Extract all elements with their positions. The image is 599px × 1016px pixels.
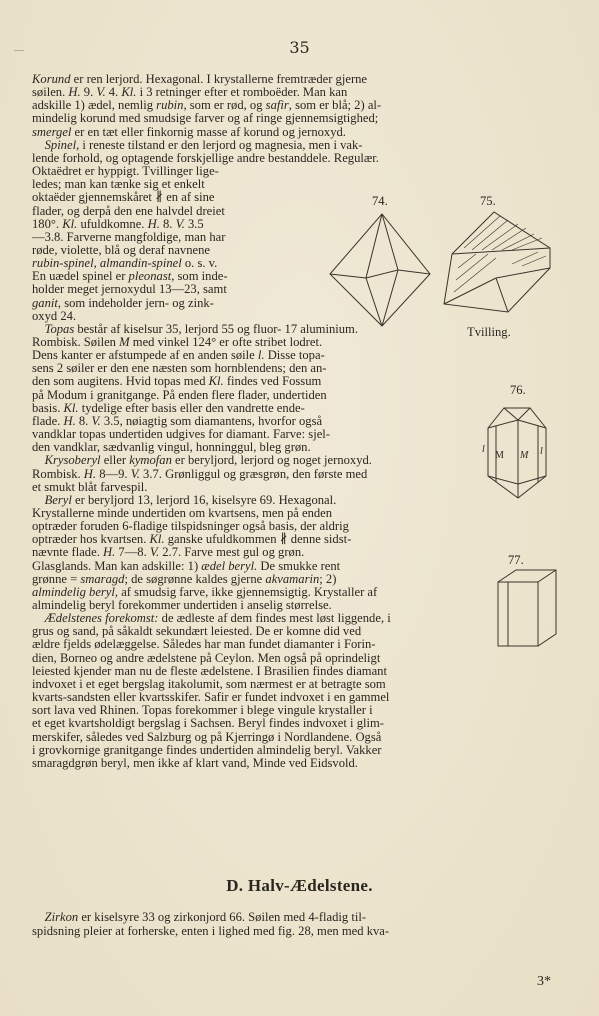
- text-line: røde, violette, blå og deraf navnene: [32, 242, 210, 257]
- text-line: et smukt blåt farvespil.: [32, 479, 148, 494]
- text-line: den som augitens. Hvid topas med Kl. findes ved Fossum: [32, 374, 322, 389]
- text-line: Korund er ren lerjord. Hexagonal. I krystallerne fremtræder gjerne: [32, 72, 368, 86]
- fig76-label-l-left: l: [482, 444, 485, 455]
- fig75-label: 75.: [480, 194, 496, 208]
- text-line: leiested kjender man nu de fleste ædelstene. I Brasilien findes diamant: [32, 663, 387, 678]
- page-number: 35: [289, 38, 310, 57]
- section-heading: D. Halv-Ædelstene.: [226, 876, 373, 895]
- text-line: almindelig beryl, af smudsig farve, ikke gjennemsigtig. Krystaller af: [32, 584, 378, 599]
- text-line: spidsning pleier at forherske, enten i lighed med fig. 28, men med kva-: [32, 924, 390, 938]
- text-line: Spinel, i reneste tilstand er den lerjord og magnesia, men i vak-: [44, 137, 363, 152]
- text-line: Topas består af kiselsur 35, lerjord 55 og fluor- 17 aluminium.: [44, 321, 358, 336]
- text-line: på Modum i granitgange. På enden flere flader, undertiden: [32, 387, 327, 402]
- fig74-octahedron: [326, 210, 436, 330]
- text-line: Zirkon er kiselsyre 33 og zirkonjord 66. Søilen med 4-fladig til-: [44, 910, 367, 924]
- text-line: smaragdgrøn beryl, men ikke af klart vand, Minde ved Eidsvold.: [32, 755, 358, 770]
- fig77-beryl-prism: [494, 566, 560, 652]
- text-line: Rombisk. Søilen M med vinkel 124° er ofte stribet lodret.: [32, 335, 323, 349]
- text-line: kvarts-sandsten eller kvartsskifer. Safir er fundet indvoxet i en gammel: [32, 690, 390, 705]
- text-line: En uædel spinel er pleonast, som inde-: [32, 269, 228, 284]
- text-line: Ædelstenes forekomst: de ædleste af dem findes mest løst liggende, i: [44, 611, 391, 626]
- text-line: optræder foruden 6-fladige tilspidsninger også basis, der aldrig: [32, 519, 349, 534]
- text-line: oxyd 24.: [32, 308, 77, 323]
- fig75-twin: [438, 208, 558, 318]
- text-line: indvoxet i et eget bergslag itakolumit, som nærmest er at betragte som: [32, 676, 386, 691]
- text-line: smergel er en tæt eller finkornig masse af korund og jernoxyd.: [32, 124, 346, 139]
- text-line: holder meget jernoxydul 13—23, samt: [32, 282, 227, 297]
- text-line: grus og sand, på såkaldt sekundært leiested. De er komne did ved: [32, 624, 362, 639]
- text-line: Dens kanter er afstumpede af en anden søile l. Disse topa-: [32, 348, 325, 363]
- text-line: ledes; man kan tænke sig et enkelt: [32, 177, 205, 192]
- text-line: ældre fjelds ødelæggelse. Således har man fundet diamanter i Forin-: [32, 637, 376, 652]
- signature-mark: 3*: [537, 974, 551, 989]
- text-line: Beryl er beryljord 13, lerjord 16, kiselsyre 69. Hexagonal.: [44, 492, 337, 507]
- fig76-label: 76.: [510, 383, 526, 397]
- fig76-label-l-right: l: [540, 446, 543, 457]
- text-line: lende forhold, og optagende forskjellige andre bestanddele. Regulær.: [32, 150, 379, 165]
- text-line: Oktaëdret er hyppigt. Tvillinger lige-: [32, 164, 219, 179]
- text-line: flader, og derpå den ene halvdel dreiet: [32, 203, 225, 218]
- text-line: vandklar topas undertiden udgives for diamant. Farve: sjel-: [32, 427, 330, 442]
- text-line: almindelig beryl forekommer undertiden i anselig størrelse.: [32, 598, 332, 612]
- fig76-label-M-left: M: [495, 450, 504, 461]
- text-line: søilen. H. 9. V. 4. Kl. i 3 retninger efter et romboëder. Man kan: [32, 85, 348, 100]
- text-line: Rombisk. H. 8—9. V. 3.7. Grønliggul og græsgrøn, den første med: [32, 466, 368, 481]
- fig75-caption: Tvilling.: [467, 325, 511, 339]
- text-line: —3.8. Farverne mangfoldige, man har: [32, 229, 226, 244]
- text-line: rubin-spinel, almandin-spinel o. s. v.: [32, 256, 218, 271]
- fig77-label: 77.: [508, 553, 524, 567]
- text-line: Glasglands. Man kan adskille: 1) ædel beryl. De smukke rent: [32, 558, 341, 573]
- text-line: dien, Borneo og andre ædelstene på Ceylon. Men også på oprindeligt: [32, 650, 381, 665]
- text-line: sort lava ved Rhinen. Topas forekommer i blege vingule krystaller i: [32, 703, 373, 718]
- text-line: ganit, som indeholder jern- og zink-: [32, 295, 214, 310]
- text-line: 180°. Kl. ufuldkomne. H. 8. V. 3.5: [32, 216, 204, 231]
- text-line: adskille 1) ædel, nemlig rubin, som er rød, og safir, som er blå; 2) al-: [32, 98, 382, 113]
- text-line: mindelig korund med smudsige farver og af ringe gjennemsigtighed;: [32, 111, 379, 126]
- text-line: Krystallerne minde undertiden om kvartsens, men på enden: [32, 505, 333, 520]
- text-line: den vandklar, sædvanlig vingul, honninggul, bleg grøn.: [32, 440, 311, 455]
- text-line: Krysoberyl eller kymofan er beryljord, lerjord og noget jernoxyd.: [44, 453, 372, 468]
- text-line: sens 2 søiler er den ene næsten som hornblendens; den an-: [32, 361, 327, 376]
- text-line: grønne = smaragd; de søgrønne kaldes gjerne akvamarin; 2): [32, 571, 337, 586]
- text-line: merskifer, således ved Salzburg og på Kjerringø i Nordlandene. Også: [32, 729, 382, 744]
- fig76-label-M-right: M: [520, 450, 529, 461]
- text-line: flade. H. 8. V. 3.5, nøiagtig som diamantens, hvorfor også: [32, 413, 323, 428]
- text-line: et eget kvartsholdigt bergslag i Sachsen. Beryl findes indvoxet i glim-: [32, 716, 384, 731]
- text-line: oktaëder gjennemskåret ∦ en af sine: [32, 190, 215, 205]
- text-line: optræder hos kvartsen. Kl. ganske ufuldkommen ∦ denne sidst-: [32, 532, 352, 547]
- text-line: i grovkornige granitgange findes undertiden almindelig beryl. Vakker: [32, 742, 382, 757]
- text-line: basis. Kl. tydelige efter basis eller den vandrette ende-: [32, 400, 305, 415]
- text-line: nævnte flade. H. 7—8. V. 2.7. Farve mest gul og grøn.: [32, 545, 305, 560]
- fig74-label: 74.: [372, 194, 388, 208]
- fig76-topaz-prism: [478, 398, 558, 504]
